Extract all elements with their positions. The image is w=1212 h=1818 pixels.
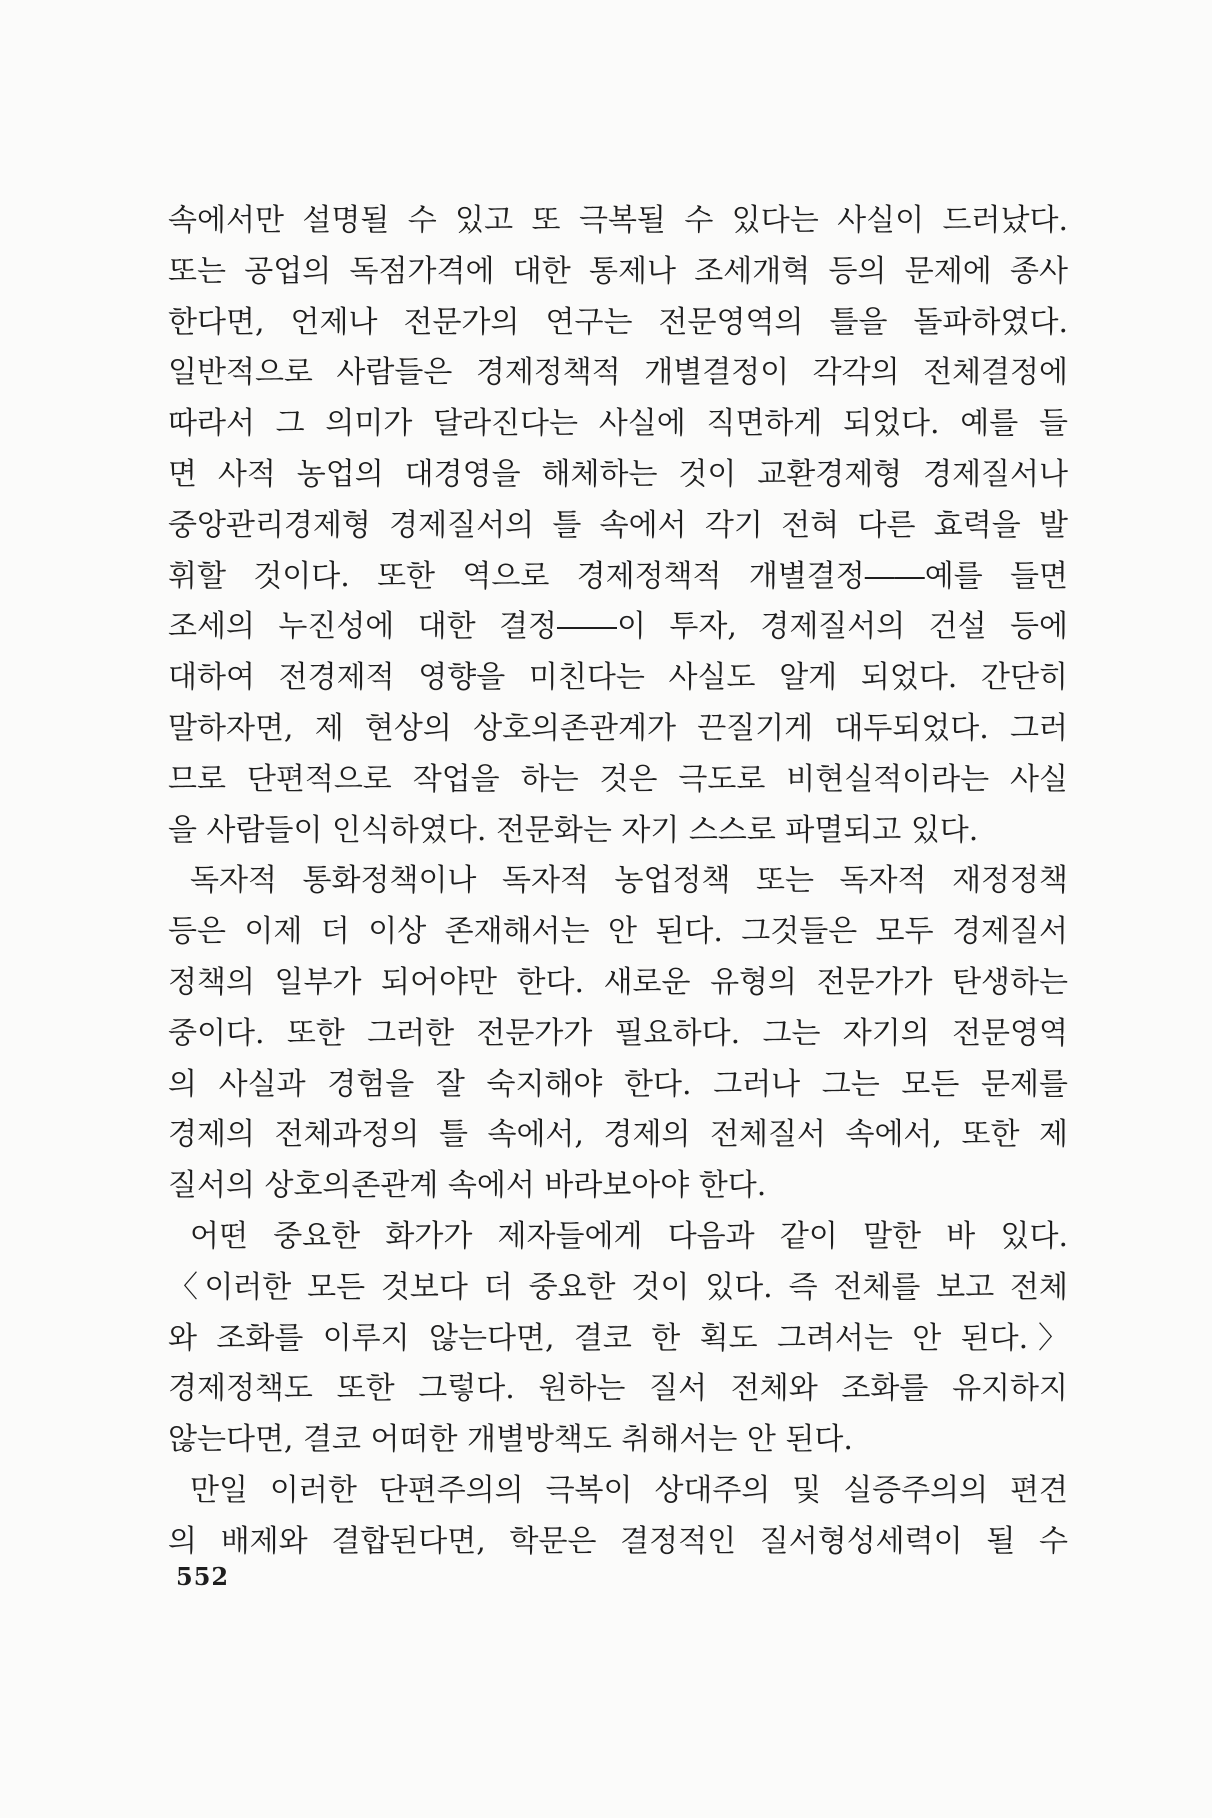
text-line: 을 사람들이 인식하였다. 전문화는 자기 스스로 파멸되고 있다. [168,812,979,848]
text-line: 따라서 그 의미가 달라진다는 사실에 직면하게 되었다. 예를 들 [168,406,1068,442]
body-text [168,196,1068,1568]
text-line: 만일 이러한 단편주의의 극복이 상대주의 및 실증주의의 편견 [190,1472,1068,1508]
text-line: 말하자면, 제 현상의 상호의존관계가 끈질기게 대두되었다. 그러 [168,710,1068,746]
text-line: 므로 단편적으로 작업을 하는 것은 극도로 비현실적이라는 사실 [168,761,1068,797]
text-line: 등은 이제 더 이상 존재해서는 안 된다. 그것들은 모두 경제질서 [168,914,1068,950]
text-line: 와 조화를 이루지 않는다면, 결코 한 획도 그려서는 안 된다.〉 [168,1320,1068,1356]
text-line: 질서의 상호의존관계 속에서 바라보아야 한다. [168,1168,767,1204]
text-line: 의 사실과 경험을 잘 숙지해야 한다. 그러나 그는 모든 문제를 [168,1066,1068,1102]
text-line: 경제정책도 또한 그렇다. 원하는 질서 전체와 조화를 유지하지 [168,1371,1068,1407]
text-line: 〈이러한 모든 것보다 더 중요한 것이 있다. 즉 전체를 보고 전체 [168,1269,1068,1305]
text-line: 또는 공업의 독점가격에 대한 통제나 조세개혁 등의 문제에 종사 [168,253,1068,289]
text-line: 중앙관리경제형 경제질서의 틀 속에서 각기 전혀 다른 효력을 발 [168,507,1068,543]
text-line: 독자적 통화정책이나 독자적 농업정책 또는 독자적 재정정책 [190,863,1068,899]
text-line: 경제의 전체과정의 틀 속에서, 경제의 전체질서 속에서, 또한 제 [168,1117,1068,1153]
text-line: 면 사적 농업의 대경영을 해체하는 것이 교환경제형 경제질서나 [168,456,1068,492]
text-line: 않는다면, 결코 어떠한 개별방책도 취해서는 안 된다. [168,1422,853,1458]
text-line: 대하여 전경제적 영향을 미친다는 사실도 알게 되었다. 간단히 [168,660,1068,696]
page-number: 552 [176,1562,230,1591]
text-line: 속에서만 설명될 수 있고 또 극복될 수 있다는 사실이 드러났다. [168,203,1068,238]
text-line: 휘할 것이다. 또한 역으로 경제정책적 개별결정――예를 들면 [168,558,1068,594]
text-line: 중이다. 또한 그러한 전문가가 필요하다. 그는 자기의 전문영역 [168,1015,1068,1051]
text-line: 어떤 중요한 화가가 제자들에게 다음과 같이 말한 바 있다. [190,1218,1068,1254]
text-line: 의 배제와 결합된다면, 학문은 결정적인 질서형성세력이 될 수 [168,1523,1068,1559]
text-line: 정책의 일부가 되어야만 한다. 새로운 유형의 전문가가 탄생하는 [168,964,1068,1000]
text-line: 한다면, 언제나 전문가의 연구는 전문영역의 틀을 돌파하였다. [168,304,1068,340]
text-line: 일반적으로 사람들은 경제정책적 개별결정이 각각의 전체결정에 [168,355,1068,391]
text-line: 조세의 누진성에 대한 결정――이 투자, 경제질서의 건설 등에 [168,609,1068,645]
